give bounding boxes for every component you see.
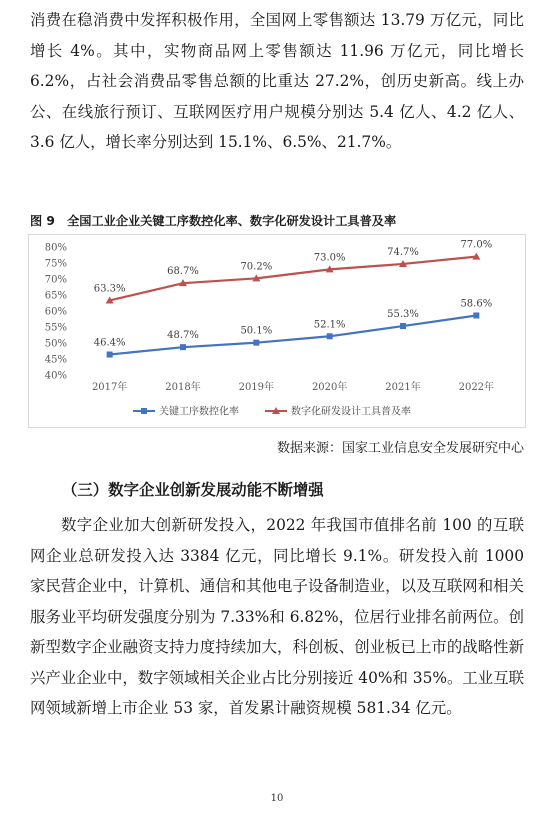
paragraph-rd-investment: 数字企业加大创新研发投入，2022 年我国市值排名前 100 的互联网企业总研发投入达 3384 亿元，同比增长 9.1%。研发投入前 1000 家民营企业中，计算机、通信和其他电子设备制造业，以及互联网和相关服务业平均研发强度分别为 7.33%和 6.82%，位居行业排名前两位。创新型数字企业融资支持力度持续加大，科创板、创业板已上市的战略性新兴产业企业中，数字领域相关企业占比分别接近 40%和 35%。工业互联网领域新增上市企业 53 家，首发累计融资规模 581.34 亿元。 — [30, 516, 524, 717]
data-point-marker — [253, 340, 259, 346]
data-label: 52.1% — [313, 319, 346, 331]
section-heading: （三）数字企业创新发展动能不断增强 — [62, 481, 324, 499]
x-tick-label: 2018年 — [165, 382, 201, 393]
data-label: 63.3% — [93, 283, 126, 295]
data-point-marker — [473, 312, 479, 318]
series-line-2 — [110, 257, 477, 301]
y-tick-label: 80% — [44, 242, 67, 254]
chart-svg — [29, 235, 525, 427]
data-label: 74.7% — [387, 246, 419, 258]
paragraph-online-consumption: 消费在稳消费中发挥积极作用，全国网上零售额达 13.79 万亿元，同比增长 4%。其中，实物商品网上零售额达 11.96 万亿元，同比增长 6.2%，占社会消费品零售总额的比重达 27.2%，创历史新高。线上办公、在线旅行预订、互联网医疗用户规模分别达 5.4 亿人、4.2 亿人、3.6 亿人，增长率分别达到 15.1%、6.5%、21.7%。 — [30, 11, 524, 151]
x-tick-label: 2020年 — [311, 382, 348, 393]
y-tick-label: 75% — [44, 258, 67, 270]
x-tick-label: 2017年 — [91, 382, 128, 393]
x-tick-label: 2019年 — [238, 382, 275, 393]
data-label: 70.2% — [240, 261, 273, 273]
y-tick-label: 50% — [44, 338, 67, 350]
data-label: 50.1% — [240, 325, 273, 337]
y-tick-label: 55% — [44, 322, 67, 334]
data-label: 73.0% — [313, 252, 346, 264]
data-label: 68.7% — [167, 266, 199, 278]
data-label: 46.4% — [93, 337, 126, 349]
x-tick-label: 2022年 — [458, 382, 495, 393]
y-tick-label: 60% — [44, 306, 67, 318]
data-point-marker — [107, 352, 113, 358]
data-label: 58.6% — [460, 298, 493, 310]
figure-title: 图 9 全国工业企业关键工序数控化率、数字化研发设计工具普及率 — [30, 214, 397, 228]
page-number: 10 — [270, 793, 284, 804]
data-point-marker — [180, 344, 186, 350]
data-point-marker — [400, 323, 406, 329]
y-tick-label: 65% — [44, 290, 67, 302]
y-tick-label: 40% — [44, 370, 67, 382]
y-tick-label: 70% — [44, 274, 67, 286]
line-chart — [28, 234, 526, 428]
x-tick-label: 2021年 — [385, 382, 421, 393]
data-source: 数据来源：国家工业信息安全发展研究中心 — [276, 441, 524, 456]
legend-entry: 数字化研发设计工具普及率 — [291, 406, 411, 418]
data-label: 77.0% — [460, 239, 493, 251]
legend-entry: 关键工序数控化率 — [159, 406, 239, 418]
data-point-marker — [327, 333, 333, 339]
data-label: 55.3% — [387, 309, 419, 321]
data-label: 48.7% — [167, 330, 199, 342]
legend-swatch-marker — [141, 408, 147, 414]
series-line-1 — [110, 315, 477, 354]
y-tick-label: 45% — [44, 354, 67, 366]
